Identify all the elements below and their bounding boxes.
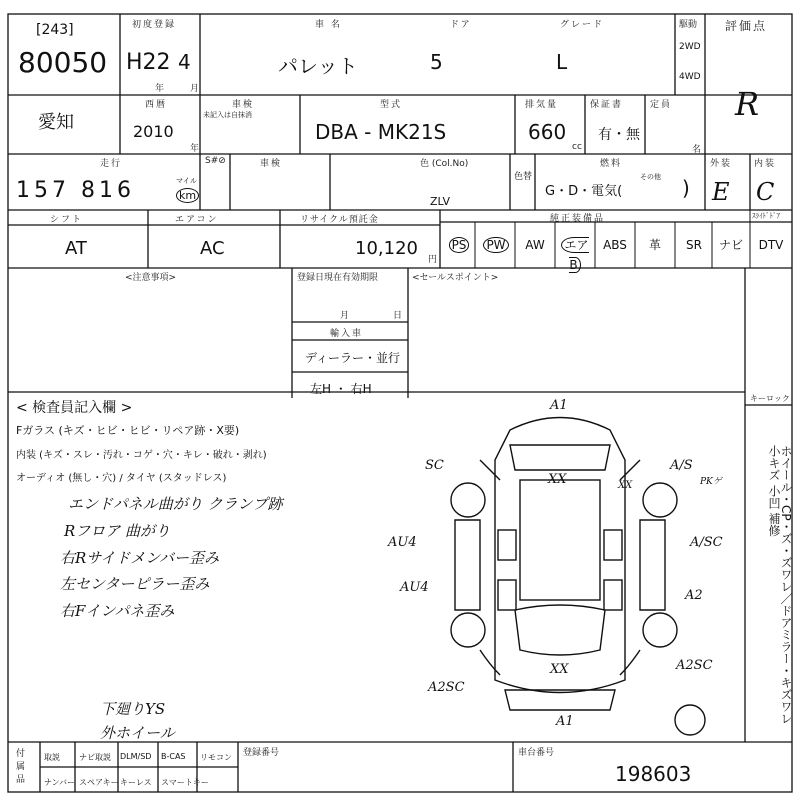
remark-3: 右Rサイドメンバー歪み <box>60 549 220 567</box>
expiry-day: 日 <box>393 311 405 321</box>
lot-number: 80050 <box>18 46 108 79</box>
mileage-label: 走行 <box>100 159 123 169</box>
score: R <box>735 85 760 123</box>
footer-dlm: DLM/SD <box>120 752 152 761</box>
equipment-label: 純正装備品 <box>550 214 606 224</box>
slide-door-label: ｽﾗｲﾄﾞﾄﾞｱ <box>752 212 780 220</box>
sharp-label: S#⊘ <box>205 156 226 166</box>
mileage: 157 816 <box>16 178 135 203</box>
year-label: 西暦 <box>145 100 168 110</box>
equip-ps: PS <box>445 235 473 255</box>
recycle-fee: 10,120 <box>355 238 418 259</box>
import-label: 輸入車 <box>330 329 364 339</box>
lot-code: [243] <box>36 22 74 38</box>
footer-keyless: キーレス <box>120 778 152 787</box>
shaken-label: 車検 <box>260 159 283 169</box>
drive-label: 駆動 <box>679 20 698 30</box>
mark-lf-door-au4: AU4 <box>388 535 417 550</box>
mark-rear-a1: A1 <box>556 714 574 729</box>
grade: L <box>556 50 568 74</box>
score-label: 評価点 <box>725 19 768 33</box>
extra-2: 外ホイール <box>100 724 175 742</box>
mark-lr-door-au4: AU4 <box>400 580 429 595</box>
mark-hood-xx: XX <box>548 472 567 487</box>
model-year: 2010 <box>133 122 174 141</box>
mark-rr-a2sc: A2SC <box>676 658 713 673</box>
warranty: 有・無 <box>598 127 640 143</box>
equip-leather: 革 <box>648 238 661 252</box>
keylock-label: キーロック <box>750 394 790 403</box>
equip-airbag: エアB <box>556 235 594 275</box>
doors: 5 <box>430 50 443 74</box>
fuel-close: ) <box>682 176 690 200</box>
exterior: E <box>712 178 730 206</box>
caution-label: <注意事項> <box>125 273 177 283</box>
footer-navi-manual: ナビ取説 <box>79 753 111 762</box>
ac: AC <box>200 238 225 259</box>
expiry-month: 月 <box>340 311 352 321</box>
car-name-label: 車 名 <box>315 20 342 30</box>
warranty-label: 保証書 <box>590 100 624 110</box>
mark-lr-a2sc: A2SC <box>428 680 465 695</box>
color-label: 色 (Col.No) <box>420 159 469 169</box>
footer-smart-key: スマートキー <box>161 778 209 787</box>
remark-1: エンドパネル曲がり クランプ跡 <box>68 495 283 513</box>
region: 愛知 <box>38 112 74 133</box>
first-reg-label: 初度登録 <box>132 20 177 30</box>
model: DBA - MK21S <box>315 120 447 144</box>
shift-label: シフト <box>50 215 84 225</box>
first-reg-era: H22 <box>126 50 171 75</box>
fuel-label: 燃料 <box>600 159 623 169</box>
footer-bcas: B-CAS <box>161 752 186 761</box>
fuel-other: その他 <box>640 173 661 181</box>
first-reg-month: 4 <box>178 50 191 74</box>
equip-sr: SR <box>686 238 702 252</box>
sales-label: <セールスポイント> <box>412 273 499 283</box>
mark-rf-peel: PKゲ <box>700 477 722 487</box>
month-suffix: 月 <box>190 84 202 94</box>
grade-label: グレード <box>560 20 605 30</box>
mark-rf-door-asc: A/SC <box>690 535 723 550</box>
reg-number-label: 登録番号 <box>243 748 280 758</box>
interior-label: 内装 <box>754 159 777 169</box>
extra-1: 下廻りYS <box>100 700 166 718</box>
footer-spare-key: スペアキー <box>79 778 119 787</box>
shift: AT <box>65 238 87 259</box>
mark-rf-as: A/S <box>670 458 693 473</box>
ac-label: エアコン <box>175 215 219 225</box>
mileage-unit-mile: マイル <box>176 177 197 185</box>
equip-navi: ナビ <box>718 238 743 252</box>
footer-number: ナンバー <box>44 778 76 787</box>
color-code: ZLV <box>430 195 450 208</box>
recolor-label: 色替 <box>514 172 533 182</box>
inspector-title: < 検査員記入欄 > <box>16 400 133 416</box>
cc-unit: cc <box>572 142 582 152</box>
mark-lf-sc: SC <box>425 458 444 473</box>
interior-line: 内装 (キズ・スレ・汚れ・コゲ・穴・キレ・破れ・剥れ) <box>16 450 267 461</box>
equip-pw: PW <box>480 235 512 255</box>
inspect-note: 未記入は自抹消 <box>203 111 252 119</box>
handle-option: 左H ・ 右H <box>310 382 372 396</box>
interior: C <box>756 178 775 206</box>
reg-expiry-label: 登録日現在有効期限 <box>297 273 379 283</box>
year-suffix-2: 年 <box>190 144 202 154</box>
equip-aw: AW <box>525 238 545 252</box>
mark-rf-xx: XX <box>618 480 633 491</box>
mark-rear-xx: XX <box>550 662 569 677</box>
mark-front-a1: A1 <box>550 398 568 413</box>
model-label: 型式 <box>380 100 403 110</box>
remark-5: 右Fインパネ歪み <box>60 602 175 620</box>
footer-manual: 取説 <box>44 753 60 762</box>
displacement: 660 <box>528 120 567 144</box>
displacement-label: 排気量 <box>525 100 559 110</box>
drive-2wd: 2WD <box>679 42 701 52</box>
exterior-label: 外装 <box>710 159 733 169</box>
door-label: ドア <box>450 20 472 30</box>
chassis-number: 198603 <box>615 762 692 786</box>
mark-rr-door-a2: A2 <box>685 588 703 603</box>
recycle-label: リサイクル預託金 <box>300 215 379 225</box>
remark-2: Rフロア 曲がり <box>64 522 171 540</box>
mileage-unit-km: km <box>176 188 199 203</box>
capacity-label: 定員 <box>650 100 673 110</box>
equip-dtv: DTV <box>758 238 784 252</box>
inspect-label: 車検 <box>232 100 255 110</box>
equip-abs: ABS <box>603 238 627 252</box>
car-diagram <box>451 418 705 736</box>
capacity-suffix: 名 <box>692 145 704 155</box>
keylock-side-text: ホイール・CP・ズ・ズワレ／ドアミラー・キズワレ 小キズ 小凹 補修 <box>767 445 793 725</box>
footer-remote: リモコン <box>200 753 232 762</box>
chassis-label: 車台番号 <box>518 748 555 758</box>
car-name: パレット <box>278 54 358 78</box>
year-suffix: 年 <box>155 84 167 94</box>
footer-left-label: 付属品 <box>16 749 26 785</box>
dealer-option: ディーラー・並行 <box>305 351 401 365</box>
audio-tire-line: オーディオ (無し・穴) / タイヤ (スタッドレス) <box>16 473 227 484</box>
drive-4wd: 4WD <box>679 72 701 82</box>
yen-unit: 円 <box>428 255 440 265</box>
glass-line: Fガラス (キズ・ヒビ・ヒビ・リペア跡・X要) <box>16 424 240 437</box>
remark-4: 左センターピラー歪み <box>60 575 210 593</box>
fuel: G・D・電気( <box>545 184 623 199</box>
